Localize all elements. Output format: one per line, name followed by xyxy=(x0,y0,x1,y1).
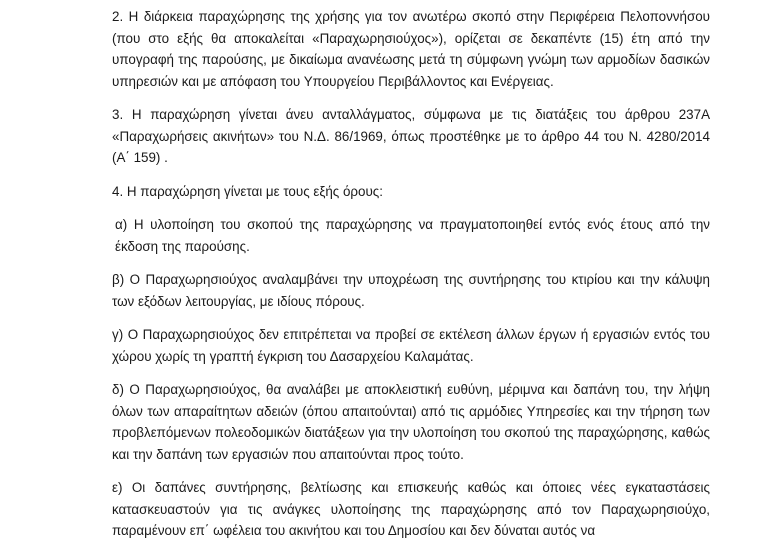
paragraph-term-d: δ) Ο Παραχωρησιούχος, θα αναλάβει με αποκλειστική ευθύνη, μέριμνα και δαπάνη του, την λήψη όλων των απαραίτητων αδειών (όπου απαιτούνται) από τις αρμόδιες Υπηρεσίες και την τήρηση των προβλεπόμενων πολεοδομικών διατάξεων για την υλοποίηση του σκοπού της παραχώρησης, καθώς και την δαπάνη των εργασιών που απαιτούνται προς τούτο. xyxy=(112,382,710,462)
paragraph-consideration: 3. Η παραχώρηση γίνεται άνευ ανταλλάγματος, σύμφωνα με τις διατάξεις του άρθρου 237Α «Παραχωρήσεις ακινήτων» του Ν.Δ. 86/1969, όπως προστέθηκε με το άρθρο 44 του Ν. 4280/2014 (Α΄ 159) . xyxy=(112,107,710,165)
paragraph-terms-heading: 4. Η παραχώρηση γίνεται με τους εξής όρους: xyxy=(112,183,383,199)
paragraph-term-c: γ) Ο Παραχωρησιούχος δεν επιτρέπεται να προβεί σε εκτέλεση άλλων έργων ή εργασιών εντός του χώρου χωρίς τη γραπτή έγκριση του Δασαρχείου Καλαμάτας. xyxy=(112,327,710,364)
document-page xyxy=(112,6,710,554)
paragraph-duration: 2. Η διάρκεια παραχώρησης της χρήσης για τον ανωτέρω σκοπό στην Περιφέρεια Πελοποννήσου (που στο εξής θα αποκαλείται «Παραχωρησιούχος»), ορίζεται σε δεκαπέντε (15) έτη από την υπογραφή της παρούσης, με δικαίωμα ανανέωσης μετά τη σύμφωνη γνώμη των αρμοδίων δασικών υπηρεσιών και με απόφαση του Υπουργείου Περιβάλλοντος και Ενέργειας. xyxy=(112,9,710,89)
paragraph-term-b: β) Ο Παραχωρησιούχος αναλαμβάνει την υποχρέωση της συντήρησης του κτιρίου και την κάλυψη των εξόδων λειτουργίας, με ιδίους πόρους. xyxy=(112,272,710,309)
paragraph-term-a: α) Η υλοποίηση του σκοπού της παραχώρησης να πραγματοποιηθεί εντός ενός έτους από την έκδοση της παρούσης. xyxy=(115,217,710,254)
paragraph-term-e: ε) Οι δαπάνες συντήρησης, βελτίωσης και επισκευής καθώς και όποιες νέες εγκαταστάσεις κατασκευαστούν για τις ανάγκες υλοποίησης της παραχώρησης από τον Παραχωρησιούχο, παραμένουν επ΄ ωφέλεια του ακινήτου και του Δημοσίου και δεν δύναται αυτός να xyxy=(112,480,710,538)
